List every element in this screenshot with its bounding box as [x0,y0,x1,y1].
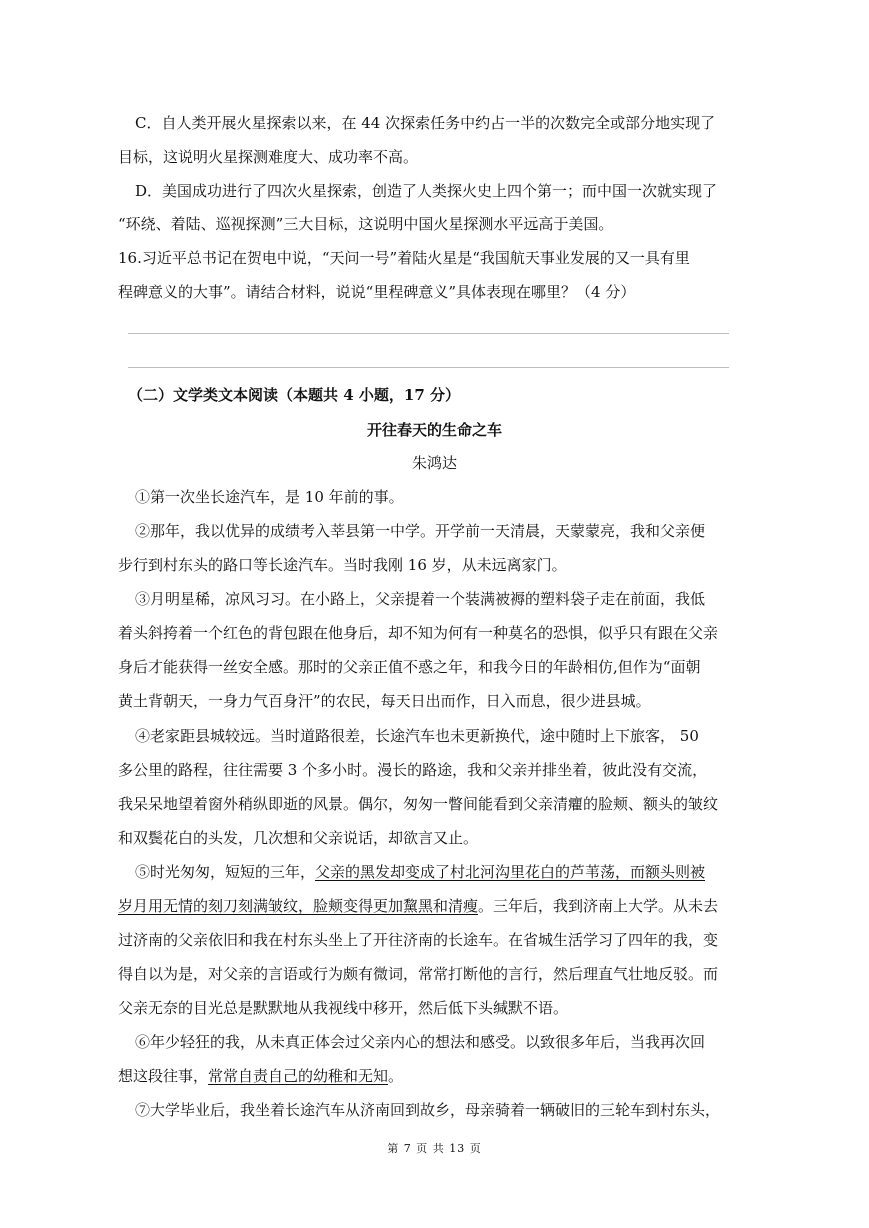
section-heading: （二）文学类文本阅读（本题共 4 小题，17 分） [128,386,460,404]
paragraph-6-text: 想这段往事， [118,1067,209,1085]
paragraph-5-line-5: 父亲无奈的目光总是默默地从我视线中移开，然后低下头缄默不语。 [118,999,569,1017]
underlined-sentence: 父亲的黑发却变成了村北河沟里花白的芦苇荡，而额头则被 [315,863,706,881]
paragraph-6-line-1: ⑥年少轻狂的我，从未真正体会过父亲内心的想法和感受。以致很多年后，当我再次回 [135,1033,706,1051]
paragraph-4-line-4: 和双鬓花白的头发，几次想和父亲说话，却欲言又止。 [118,829,479,847]
paragraph-5-line-3: 过济南的父亲依旧和我在村东头坐上了开往济南的长途车。在省城生活学习了四年的我，变 [118,931,719,949]
paragraph-5-text: ⑤时光匆匆，短短的三年， [135,863,316,881]
paragraph-6-text: 。 [388,1067,404,1085]
paragraph-7-line-1: ⑦大学毕业后，我坐着长途汽车从济南回到故乡，母亲骑着一辆破旧的三轮车到村东头， [135,1101,721,1119]
paragraph-2-line-1: ②那年，我以优异的成绩考入莘县第一中学。开学前一天清晨，天蒙蒙亮，我和父亲便 [135,522,706,540]
paragraph-3-line-3: 身后才能获得一丝安全感。那时的父亲正值不惑之年，和我今日的年龄相仿,但作为“面朝 [118,658,701,676]
paragraph-2-line-2: 步行到村东头的路口等长途汽车。当时我刚 16 岁，从未远离家门。 [118,556,567,574]
option-c-line-2: 目标，这说明火星探测难度大、成功率不高。 [118,148,419,166]
paragraph-3-line-2: 着头斜挎着一个红色的背包跟在他身后，却不知为何有一种莫名的恐惧，似乎只有跟在父亲 [118,624,719,642]
article-author: 朱鸿达 [411,454,457,472]
underlined-sentence: 常常自责自己的幼稚和无知 [208,1067,389,1085]
paragraph-5-text: 。三年后，我到济南上大学。从未去 [478,897,719,915]
option-d-line-1: D．美国成功进行了四次火星探索，创造了人类探火史上四个第一；而中国一次就实现了 [135,182,718,200]
paragraph-5-line-4: 得自以为是，对父亲的言语或行为颇有微词，常常打断他的言行，然后理直气壮地反驳。而 [118,965,719,983]
option-c-line-1: C．自人类开展火星探索以来，在 44 次探索任务中约占一半的次数完全或部分地实现了 [135,114,716,132]
paragraph-5-line-2 [118,895,718,917]
article-title: 开往春天的生命之车 [366,421,502,439]
paragraph-5-line-1 [135,861,705,883]
answer-line-2 [128,367,729,368]
answer-line-1 [128,333,729,334]
option-d-line-2: “环绕、着陆、巡视探测”三大目标，这说明中国火星探测水平远高于美国。 [118,215,614,233]
paragraph-4-line-2: 多公里的路程，往往需要 3 个多小时。漫长的路途，我和父亲并排坐着，彼此没有交流， [118,761,708,779]
underlined-sentence: 岁月用无情的刻刀刻满皱纹，脸颊变得更加黧黑和清瘦 [118,897,479,915]
paragraph-4-line-3: 我呆呆地望着窗外稍纵即逝的风景。偶尔，匆匆一瞥间能看到父亲清癯的脸颊、额头的皱纹 [118,795,719,813]
paragraph-6-line-2 [118,1065,403,1087]
page-number: 第 7 页 共 13 页 [387,1142,482,1155]
question-16-line-2: 程碑意义的大事”。请结合材料，说说“里程碑意义”具体表现在哪里？（4 分） [118,283,636,301]
question-16-line-1: 16.习近平总书记在贺电中说，“天问一号”着陆火星是“我国航天事业发展的又一具有里 [118,249,690,267]
paragraph-4-line-1: ④老家距县城较远。当时道路很差，长途汽车也未更新换代，途中随时上下旅客， 50 [135,727,699,745]
paragraph-1: ①第一次坐长途汽车，是 10 年前的事。 [135,488,404,506]
paragraph-3-line-1: ③月明星稀，凉风习习。在小路上，父亲提着一个装满被褥的塑料袋子走在前面，我低 [135,590,706,608]
paragraph-3-line-4: 黄土背朝天，一身力气百身汗”的农民，每天日出而作，日入而息，很少进县城。 [118,692,651,710]
